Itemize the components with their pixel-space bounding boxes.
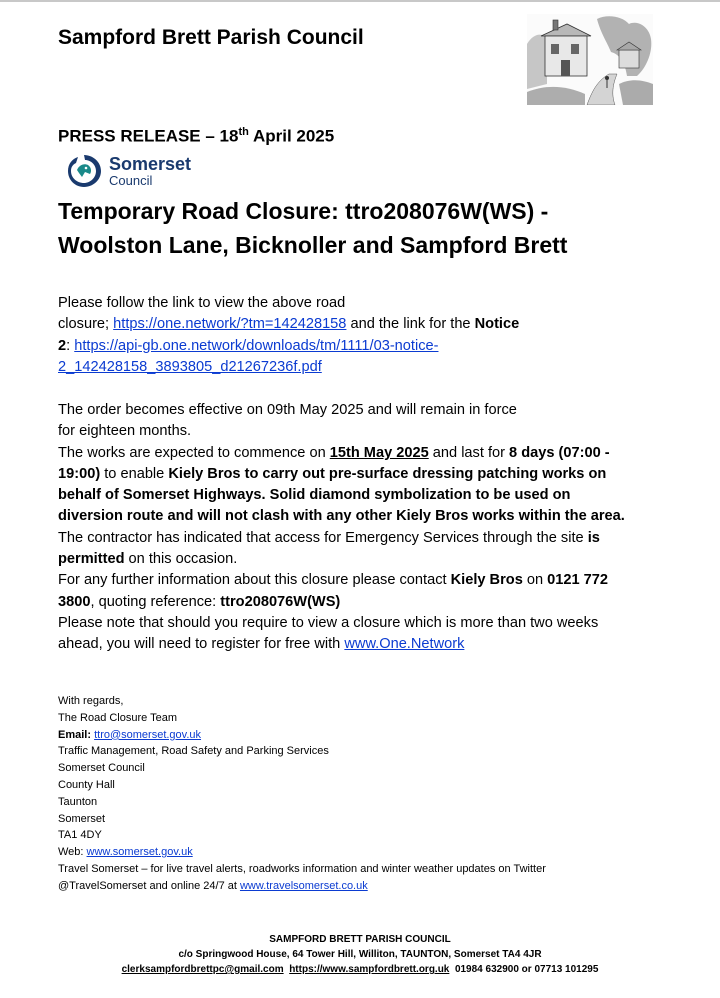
closure-title-line-2: Woolston Lane, Bicknoller and Sampford Brett [58,232,568,258]
links-line-4 [58,357,658,378]
one-network-link[interactable]: www.One.Network [344,636,465,653]
sig-regards: With regards, [58,695,124,707]
sig-team: The Road Closure Team [58,711,178,724]
access-line-2: permitted on this occasion. [58,551,238,568]
footer-email-link[interactable]: clerksampfordbrettpc@gmail.com [121,964,284,975]
logo-subtitle: Council [109,173,153,188]
links-paragraph [58,293,658,378]
sig-email-link[interactable]: ttro@somerset.gov.uk [94,728,202,741]
links-line-3: 2: https://api-gb.one.network/downloads/tm/1111/03-notice- [58,337,439,354]
notice-2-link-continued[interactable]: 2_142428158_3893805_d21267236f.pdf [58,358,322,375]
signature-block [58,693,678,895]
sig-web-line: Web: www.somerset.gov.uk [58,846,193,859]
parish-footer [0,932,720,977]
contact-line-2: 3800, quoting reference: ttro208076W(WS) [58,593,341,610]
note-line-2: ahead, you will need to register for free with www.One.Network [58,636,465,653]
works-line-3: behalf of Somerset Highways. Solid diamond symbolization to be used on [58,487,571,504]
closure-title-line-1: Temporary Road Closure: ttro208076W(WS) - [58,198,549,224]
links-line-2: closure; https://one.network/?tm=142428158 and the link for the Notice [58,316,520,333]
sig-email-line: Email: ttro@somerset.gov.uk [58,728,202,741]
works-line-4: diversion route and will not clash with any other Kiely Bros works within the area. [58,508,625,525]
travel-somerset-link[interactable]: www.travelsomerset.co.uk [239,879,368,892]
footer-address: c/o Springwood House, 64 Tower Hill, Williton, TAUNTON, Somerset TA4 4JR [178,949,542,960]
footer-name: SAMPFORD BRETT PARISH COUNCIL [269,934,451,945]
note-line-1: Please note that should you require to view a closure which is more than two weeks [58,614,599,631]
page-top-border [0,0,720,2]
works-line-2: 19:00) to enable Kiely Bros to carry out pre-surface dressing patching works on [58,465,607,482]
closure-link[interactable]: https://one.network/?tm=142428158 [113,316,347,333]
contact-line-1: For any further information about this closure please contact Kiely Bros on 0121 772 [58,572,609,589]
sig-town: Taunton [58,795,98,808]
access-line-1: The contractor has indicated that access for Emergency Services through the site is [58,529,600,546]
links-line-1: Please follow the link to view the above road [58,295,346,311]
sig-postcode: TA1 4DY [58,829,102,842]
sig-dept: Traffic Management, Road Safety and Parking Services [58,745,329,758]
logo-wordmark: Somerset [109,154,192,174]
sig-travel-line-2: @TravelSomerset and online 24/7 at www.travelsomerset.co.uk [58,879,368,892]
sig-web-link[interactable]: www.somerset.gov.uk [86,846,193,859]
closure-title [58,194,678,262]
sig-travel-line-1: Travel Somerset – for live travel alerts, roadworks information and winter weather updates on Twitter [58,862,546,875]
sig-county: Somerset [58,812,106,825]
footer-website-link[interactable]: https://www.sampfordbrett.org.uk [289,964,450,975]
effective-line-2: for eighteen months. [58,423,192,440]
somerset-wyvern-icon [63,152,105,190]
village-sketch-illustration [527,14,653,105]
notice-2-link[interactable]: https://api-gb.one.network/downloads/tm/1111/03-notice- [74,337,439,354]
effective-line-1: The order becomes effective on 09th May 2025 and will remain in force [58,402,517,418]
footer-contacts: clerksampfordbrettpc@gmail.com https://www.sampfordbrett.org.uk 01984 632900 or 07713 101295 [121,964,599,975]
press-release-date: PRESS RELEASE – 18th April 2025 [58,126,335,146]
works-line-1: The works are expected to commence on 15th May 2025 and last for 8 days (07:00 - [58,444,610,461]
somerset-council-logo [63,152,203,192]
sig-hall: County Hall [58,778,115,791]
sig-council: Somerset Council [58,762,145,775]
council-name-heading: Sampford Brett Parish Council [58,26,364,49]
details-paragraph [58,400,658,656]
